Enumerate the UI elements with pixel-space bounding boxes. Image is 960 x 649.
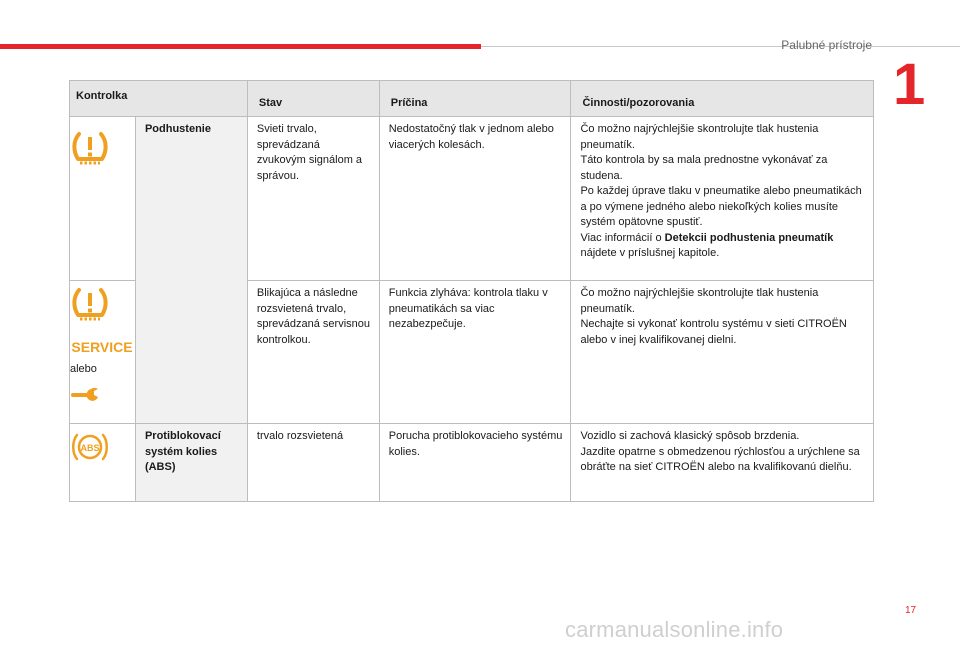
state-cell: Svieti trvalo, sprevádzaná zvukovým signálom a správou. — [247, 117, 379, 281]
wrench-icon — [70, 385, 102, 401]
watermark: carmanualsonline.info — [565, 617, 784, 642]
icon-cell — [70, 281, 136, 424]
cause-cell: Funkcia zlyháva: kontrola tlaku v pneumatikách sa viac nezabezpečuje. — [379, 281, 571, 424]
alebo-label: alebo — [70, 362, 97, 375]
cause-cell: Nedostatočný tlak v jednom alebo viacerých kolesách. — [379, 117, 571, 281]
state-cell: Blikajúca a následne rozsvietená trvalo, sprevádzaná servisnou kontrolkou. — [247, 281, 379, 424]
cause-cell: Porucha protiblokovacieho systému kolies. — [379, 424, 571, 502]
column-header-stav: Stav — [247, 81, 379, 117]
column-header-cinnosti: Činnosti/pozorovania — [571, 81, 874, 117]
table-row — [70, 117, 874, 281]
action-cell: Čo možno najrýchlejšie skontrolujte tlak hustenia pneumatík. Táto kontrola by sa mala prednostne vykonávať za studena. Po každej úprave tlaku v pneumatike alebo pneumatikách a po výmene jedného alebo niekoľkých kolies musíte systém opätovne spustiť. Viac informácií o Detekcii podhustenia pneumatík nájdete v príslušnej kapitole. — [571, 117, 874, 281]
abs-warning-icon — [70, 430, 110, 464]
header-divider-line — [481, 46, 960, 47]
state-cell: trvalo rozsvietená — [247, 424, 379, 502]
abs-label: ABS — [80, 443, 100, 453]
name-cell — [135, 117, 247, 424]
table-row — [70, 424, 874, 502]
service-text-icon — [71, 338, 134, 355]
icon-cell — [70, 117, 136, 281]
warning-lights-table — [69, 80, 874, 502]
warning-name: Podhustenie — [144, 123, 211, 135]
column-header-kontrolka: Kontrolka — [70, 81, 248, 117]
table-header-row — [70, 81, 874, 117]
tire-pressure-warning-icon — [70, 285, 110, 325]
chapter-number: 1 — [893, 52, 926, 117]
header-red-bar — [0, 44, 481, 49]
action-cell: Vozidlo si zachová klasický spôsob brzdenia. Jazdite opatrne s obmedzenou rýchlosťou a urýchlene sa obráťte na sieť CITROËN alebo na kvalifikovanú dielňu. — [571, 424, 874, 502]
action-cell: Čo možno najrýchlejšie skontrolujte tlak hustenia pneumatík. Nechajte si vykonať kontrolu systému v sieti CITROËN alebo v inej kvalifikovanej dielni. — [571, 281, 874, 424]
tire-pressure-warning-icon — [70, 129, 110, 169]
icon-cell — [70, 424, 136, 502]
name-cell — [135, 424, 247, 502]
page-number: 17 — [905, 605, 917, 616]
column-header-pricina: Príčina — [379, 81, 571, 117]
section-title: Palubné prístroje — [781, 38, 872, 52]
warning-name: Protiblokovací systém kolies (ABS) — [144, 430, 221, 473]
service-label: SERVICE — [71, 338, 134, 355]
